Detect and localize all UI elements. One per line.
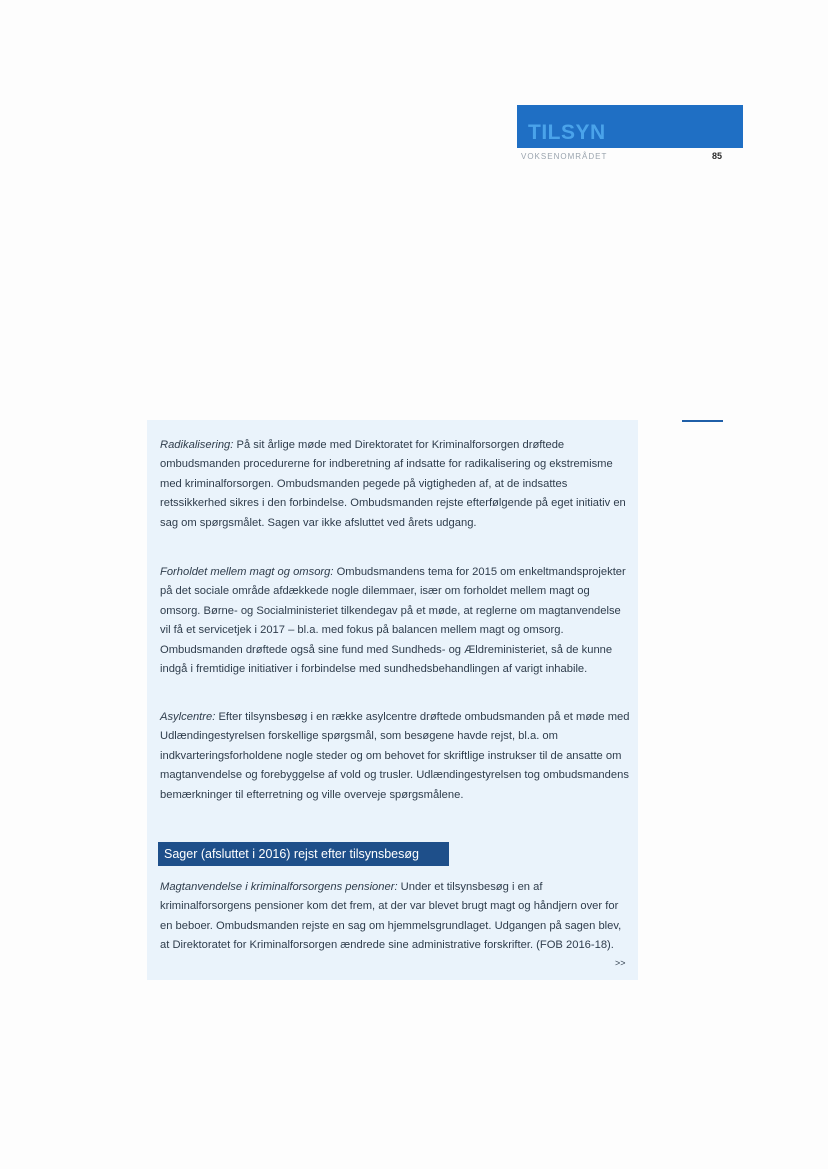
section-heading: Sager (afsluttet i 2016) rejst efter tilsynsbesøg: [164, 847, 419, 861]
paragraph-lead: Radikalisering:: [160, 439, 234, 451]
paragraph-lead: Magtanvendelse i kriminalforsorgens pensioner:: [160, 881, 398, 893]
continue-marker: >>: [615, 958, 626, 968]
section-title: TILSYN: [528, 121, 606, 144]
paragraph-lead: Forholdet mellem magt og omsorg:: [160, 566, 334, 578]
paragraph-magt-omsorg: [160, 563, 630, 679]
paragraph-case: [160, 878, 630, 956]
section-subtitle: VOKSENOMRÅDET: [521, 152, 608, 161]
paragraph-asylcentre: [160, 708, 630, 805]
paragraph-body: Ombudsmandens tema for 2015 om enkeltmandsprojekter på det sociale område afdækkede nogle dilemmaer, især om forholdet mellem magt og omsorg. Børne- og Socialministeriet tilkendegav på et møde, at reglerne om magtanvendelse vil få et servicetjek i 2017 – bl.a. med fokus på balancen mellem magt og omsorg. Ombudsmanden drøftede også sine fund med Sundheds- og Ældreministeriet, så de kunne indgå i fremtidige initiativer i forbindelse med sundhedsbehandlingen af varigt inhabile.: [160, 566, 626, 676]
paragraph-body: Efter tilsynsbesøg i en række asylcentre drøftede ombudsmanden på et møde med Udlændingestyrelsen forskellige spørgsmål, som besøgene havde rejst, bl.a. om indkvarteringsforholdene nogle steder og om behovet for skriftlige instrukser til de ansatte om magtanvendelse og forebyggelse af vold og trusler. Udlændingestyrelsen tog ombudsmandens bemærkninger til efterretning og ville overveje spørgsmålene.: [160, 711, 630, 801]
paragraph-body: Under et tilsynsbesøg i en af kriminalforsorgens pensioner kom det frem, at der var blevet brugt magt og håndjern over for en beboer. Ombudsmanden rejste en sag om hjemmelsgrundlaget. Udgangen på sagen blev, at Direktoratet for Kriminalforsorgen ændrede sine administrative forskrifter. (FOB 2016-18).: [160, 881, 622, 952]
margin-rule: [682, 420, 723, 422]
page-number: 85: [712, 151, 723, 161]
paragraph-radikalisering: [160, 436, 630, 533]
paragraph-lead: Asylcentre:: [160, 711, 216, 723]
paragraph-body: På sit årlige møde med Direktoratet for Kriminalforsorgen drøftede ombudsmanden procedurerne for indberetning af indsatte for radikalisering og ekstremisme med kriminalforsorgen. Ombudsmanden pegede på vigtigheden af, at de indsattes retssikkerhed sikres i den forbindelse. Ombudsmanden rejste efterfølgende på eget initiativ en sag om spørgsmålet. Sagen var ikke afsluttet ved årets udgang.: [160, 439, 626, 529]
